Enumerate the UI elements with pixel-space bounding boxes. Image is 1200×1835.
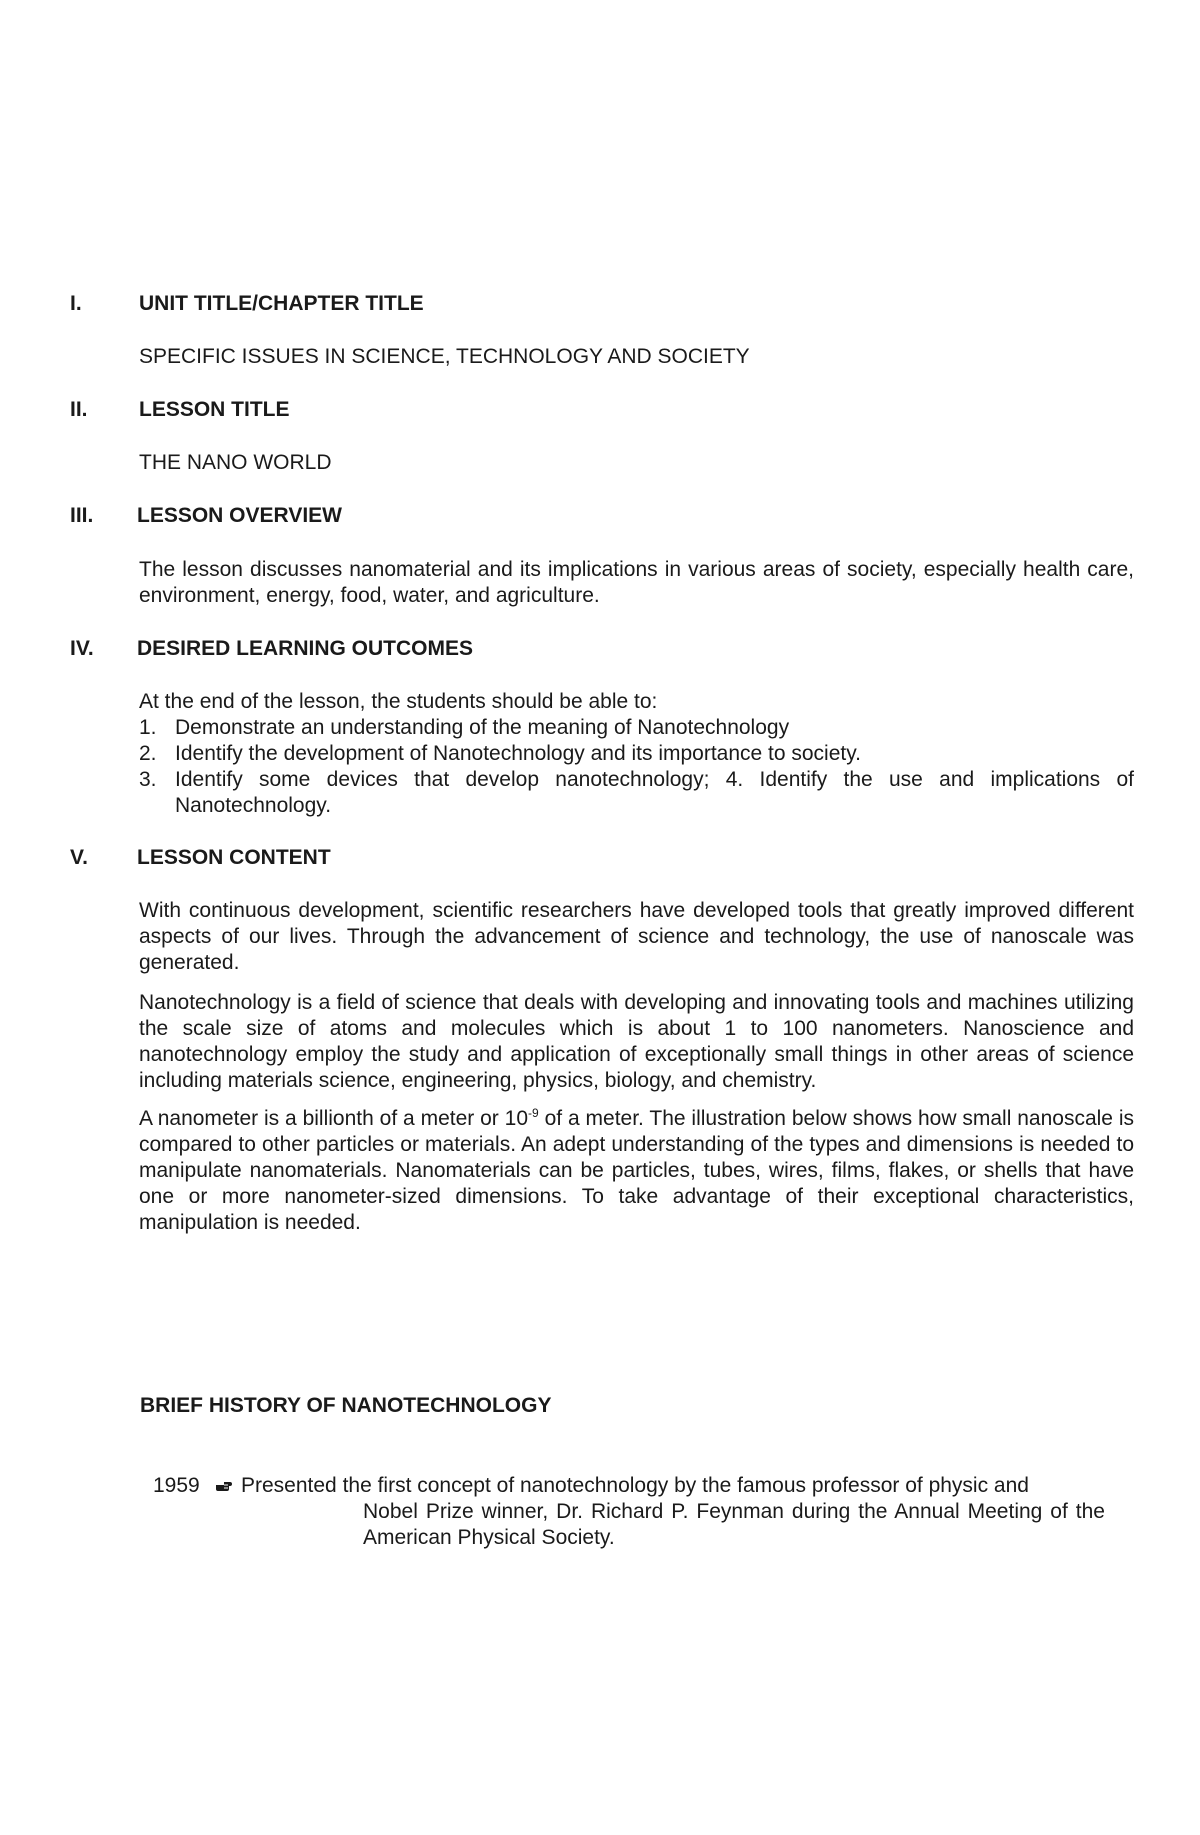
history-heading: BRIEF HISTORY OF NANOTECHNOLOGY — [140, 1394, 552, 1417]
section-number: V. — [70, 846, 88, 869]
section-title: LESSON OVERVIEW — [137, 504, 342, 527]
unit-title-text: SPECIFIC ISSUES IN SCIENCE, TECHNOLOGY AND SOCIETY — [139, 345, 750, 368]
history-year: 1959 — [153, 1474, 200, 1497]
lesson-content-paragraph-1: With continuous development, scientific researchers have developed tools that greatly improved different aspects of our lives. Through the advancement of science and technology, the use of nanoscale was generated. — [139, 899, 1134, 974]
section-heading-learning-outcomes — [70, 636, 473, 662]
section-number: III. — [70, 504, 94, 527]
lesson-content-paragraph-2: Nanotechnology is a field of science that deals with developing and innovating tools and machines utilizing the scale size of atoms and molecules which is about 1 to 100 nanometers. Nanoscience and nanotechnology employ the study and application of exceptionally small things in other areas of science including materials science, engineering, physics, biology, and chemistry. — [139, 991, 1134, 1092]
outcomes-intro: At the end of the lesson, the students should be able to: — [139, 690, 658, 713]
list-item-text: Demonstrate an understanding of the meaning of Nanotechnology — [175, 716, 790, 739]
list-item-number: 2. — [139, 742, 157, 765]
section-heading-lesson-overview — [70, 503, 342, 529]
list-item — [139, 715, 1134, 741]
section-title: UNIT TITLE/CHAPTER TITLE — [139, 292, 424, 315]
list-item-number: 3. — [139, 768, 157, 791]
history-description-rest: Nobel Prize winner, Dr. Richard P. Feynman during the Annual Meeting of the American Physical Society. — [363, 1500, 1105, 1549]
list-item — [139, 741, 1134, 767]
section-heading-unit-title — [70, 291, 424, 317]
list-item-number: 1. — [139, 716, 157, 739]
section-title: LESSON TITLE — [139, 398, 290, 421]
history-description — [241, 1473, 1105, 1551]
lesson-title-text: THE NANO WORLD — [139, 451, 332, 474]
section-title: LESSON CONTENT — [137, 846, 331, 869]
lesson-content-paragraph-3 — [139, 1106, 1134, 1236]
pointing-hand-icon — [215, 1476, 233, 1494]
section-number: I. — [70, 292, 82, 315]
history-description-line-1: Presented the first concept of nanotechnology by the famous professor of physic and — [241, 1474, 1029, 1497]
section-number: II. — [70, 398, 88, 421]
section-heading-lesson-content — [70, 845, 331, 871]
section-number: IV. — [70, 637, 94, 660]
lesson-overview-text: The lesson discusses nanomaterial and its implications in various areas of society, especially health care, environment, energy, food, water, and agriculture. — [139, 558, 1134, 607]
list-item — [139, 767, 1134, 819]
paragraph-text-start: A nanometer is a billionth of a meter or 10 — [139, 1107, 529, 1130]
list-item-text: Identify some devices that develop nanotechnology; 4. Identify the use and implications of Nanotechnology. — [175, 768, 1134, 817]
list-item-text: Identify the development of Nanotechnology and its importance to society. — [175, 742, 862, 765]
paragraph-text-end: of a meter. The illustration below shows how small nanoscale is compared to other particles or materials. An adept understanding of the types and dimensions is needed to manipulate nanomaterials. Nanomaterials can be particles, tubes, wires, films, flakes, or shells that have one or more nanometer-sized dimensions. To take advantage of their exceptional characteristics, manipulation is needed. — [139, 1107, 1135, 1234]
exponent: -9 — [528, 1106, 539, 1120]
section-heading-lesson-title — [70, 397, 290, 423]
outcomes-list — [139, 715, 1134, 819]
section-title: DESIRED LEARNING OUTCOMES — [137, 637, 474, 660]
